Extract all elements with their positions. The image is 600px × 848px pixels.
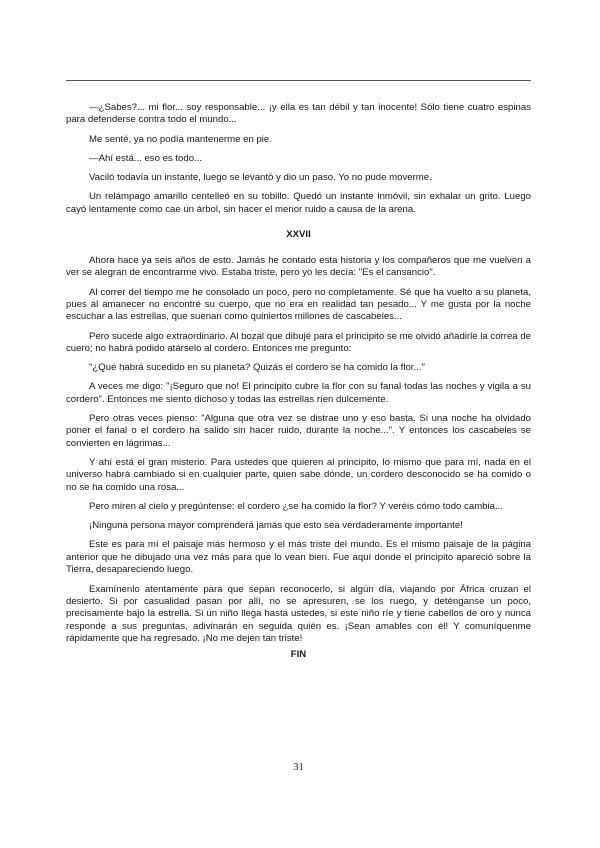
paragraph: Al correr del tiempo me he consolado un poco, pero no completamente. Sé que ha vuelto a su planeta, pues al amanecer no encontré su cuerpo, que no era en realidad tan pesado... Y me gusta por la noche escuchar a las estrellas, que suenan como quiniertos millones de cascabeles... xyxy=(66,286,531,323)
paragraph: Y ahí está el gran misterio. Para ustedes que quieren al principito, lo mismo que para mí, nada en el universo habrá cambiado si en cualquier parte, quien sabe dónde, un cordero desconocido se ha comido o no se ha comido una rosa... xyxy=(66,457,531,493)
paragraph: Pero sucede algo extraordinario. Al bozal que dibujé para el principito se me olvidó añadirle la correa de cuero; no habrá podido atárselo al cordero. Entonces me pregunto: xyxy=(66,330,531,355)
page-number: 31 xyxy=(293,762,304,773)
paragraph: —¿Sabes?... mi flor... soy responsable... ¡y ella es tan débil y tan inocente! Sólo tiene cuatro espinas para defenderse contra todo el mundo... xyxy=(66,102,531,126)
paragraph: Pero otras veces pienso: "Alguna que otra vez se distrae uno y eso basta. Si una noche ha olvidado poner el fanal o el cordero ha salido sin hacer ruido, durante la noche...". Y entonces los cascabeles se convierten en lágrimas... xyxy=(66,413,531,449)
header-rule xyxy=(66,80,531,81)
end-title: FIN xyxy=(290,649,307,660)
paragraph: "¿Qué habrá sucedido en su planeta? Quizás el cordero se ha comido la flor..." xyxy=(89,362,425,374)
paragraph: —Ahí está... eso es todo... xyxy=(89,152,203,164)
chapter-body xyxy=(66,255,531,652)
paragraph: A veces me digo: "¡Seguro que no! El principito cubre la flor con su fanal todas las noches y vigila a su cordero". Entonces me siento dichoso y todas las estrellas ríen dulcemente. xyxy=(66,381,531,405)
paragraph: Este es para mí el paisaje más hermoso y el más triste del mundo. Es el mismo paisaje de la página anterior que he dibujado una vez más para que lo vean bien. Fue aquí donde el principito apareció sobre la Tierra, desapareciendo luego. xyxy=(66,539,531,576)
paragraph: Examínenlo atentamente para que sepan reconocerlo, si algún día, viajando por África cruzan el desierto. Si por casualidad pasan por allí, no se apresuren, se los ruego, y deténganse un poco, precisamente bajo la estrella. Si un niño llega hasta ustedes, si este niño ríe y tiene cabellos de oro y nunca responde a sus preguntas, adivinarán en seguida quién es. ¡Sean amables con él! Y comuníquenme rápidamente que ha regresado. ¡No me dejen tan triste! xyxy=(66,583,531,645)
paragraph: Me senté, ya no podía mantenerme en pie. xyxy=(89,133,272,145)
chapter-title: XXVII xyxy=(286,229,311,240)
paragraph: Un relámpago amarillo centelleó en su tobillo. Quedó un instante inmóvil, sin exhalar un grito. Luego cayó lentamente como cae un árbol, sin hacer el menor ruido a causa de la arena. xyxy=(66,191,531,215)
paragraph: ¡Ninguna persona mayor comprenderá jamás que esto sea verdaderamente importante! xyxy=(89,520,463,532)
previous-chapter-ending xyxy=(66,102,531,223)
paragraph: Ahora hace ya seis años de esto. Jamás he contado esta historia y los compañeros que me vuelven a ver se alegran de encontrarme vivo. Estaba triste, pero yo les decía: "Es el cansancio". xyxy=(66,255,531,279)
paragraph: Vaciló todavía un instante, luego se levantó y dio un paso. Yo no pude moverme. xyxy=(89,172,432,184)
paragraph: Pero miren al cielo y pregúntense: el cordero ¿se ha comido la flor? Y veréis cómo todo cambia... xyxy=(89,501,503,513)
